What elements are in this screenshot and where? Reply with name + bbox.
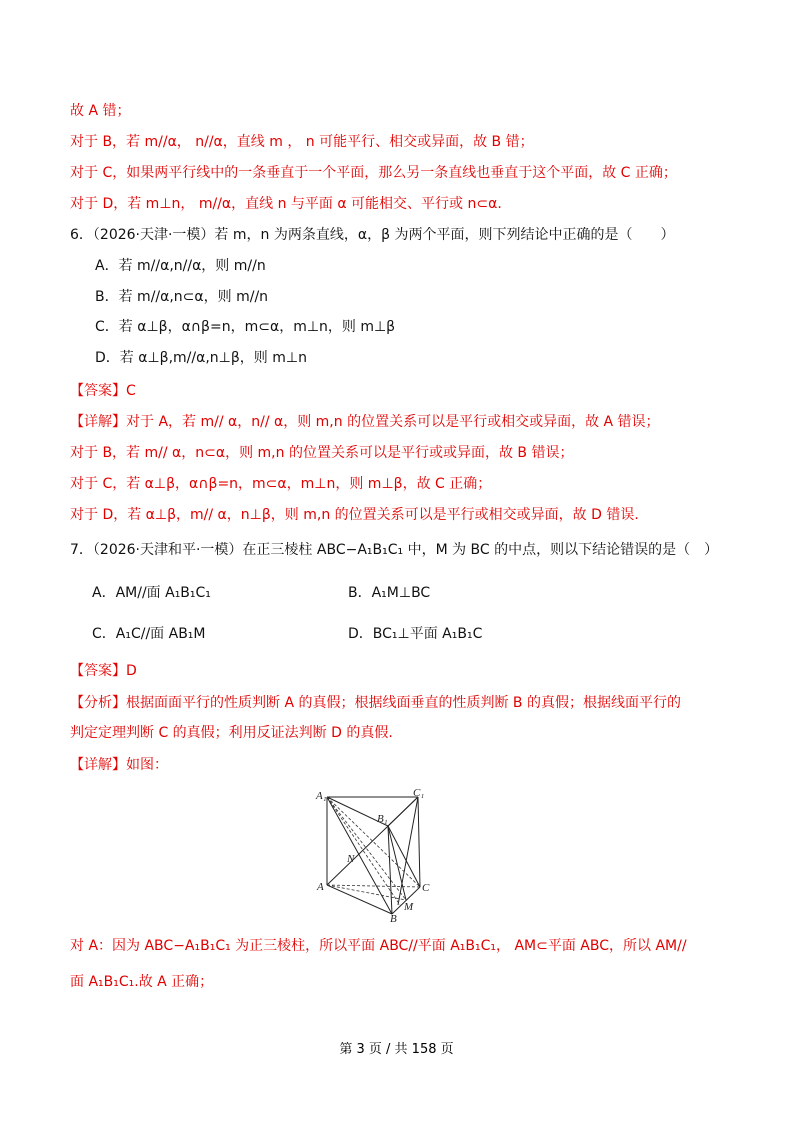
text-line: 【详解】对于 A，若 m// α，n// α，则 m,n 的位置关系可以是平行或相交或异面，故 A 错误； — [70, 414, 660, 430]
text-line: 面 A₁B₁C₁.故 A 正确； — [70, 974, 214, 990]
text-line: 对于 C，若 α⊥β，α∩β=n，m⊂α，m⊥n，则 m⊥β，故 C 正确； — [70, 476, 492, 492]
text-line: 【答案】C — [70, 383, 136, 399]
text-line: 7．（2026·天津和平·一模）在正三棱柱 ABC−A₁B₁C₁ 中，M 为 BC 的中点，则以下结论错误的是（ ） — [70, 542, 719, 558]
text-line: 对于 B，若 m//α， n//α，直线 m ， n 可能平行、相交或异面，故 B 错； — [70, 134, 534, 150]
text-line: C．若 α⊥β，α∩β=n，m⊂α，m⊥n，则 m⊥β — [95, 319, 396, 335]
text-line: 6．（2026·天津·一模）若 m，n 为两条直线，α，β 为两个平面，则下列结论中正确的是（ ） — [70, 227, 675, 243]
page-footer: 第 3 页 / 共 158 页 — [339, 1042, 454, 1057]
text-line: 对 A：因为 ABC−A₁B₁C₁ 为正三棱柱，所以平面 ABC//平面 A₁B₁C₁， AM⊂平面 ABC，所以 AM// — [70, 938, 687, 954]
label-c1: C₁ — [413, 787, 425, 799]
prism-figure — [300, 780, 440, 925]
label-a: A — [317, 881, 324, 893]
text-line: 对于 D，若 m⊥n， m//α，直线 n 与平面 α 可能相交、平行或 n⊂α. — [70, 196, 502, 212]
text-line: 【答案】D — [70, 663, 137, 679]
label-b1: B₁ — [377, 813, 388, 825]
text-line: A．AM//面 A₁B₁C₁ — [92, 585, 211, 601]
text-line: B．A₁M⊥BC — [348, 585, 431, 601]
text-line: 对于 D，若 α⊥β，m// α，n⊥β，则 m,n 的位置关系可以是平行或相交或异面，故 D 错误. — [70, 507, 639, 523]
text-line: D．若 α⊥β,m//α,n⊥β，则 m⊥n — [95, 350, 307, 366]
label-m: M — [404, 901, 414, 913]
label-a1: A₁ — [316, 790, 327, 802]
text-line: B．若 m//α,n⊂α，则 m//n — [95, 289, 269, 305]
text-line: 【分析】根据面面平行的性质判断 A 的真假；根据线面垂直的性质判断 B 的真假；根据线面平行的 — [70, 695, 681, 711]
label-b: B — [390, 913, 397, 925]
text-line: D．BC₁⊥平面 A₁B₁C — [348, 626, 483, 642]
text-line: A．若 m//α,n//α，则 m//n — [95, 258, 266, 274]
text-line: 【详解】如图： — [70, 757, 168, 773]
text-line: 故 A 错； — [70, 103, 131, 119]
text-line: C．A₁C//面 AB₁M — [92, 626, 206, 642]
text-line: 对于 C，如果两平行线中的一条垂直于一个平面，那么另一条直线也垂直于这个平面，故 C 正确； — [70, 165, 677, 181]
text-line: 对于 B，若 m// α，n⊂α，则 m,n 的位置关系可以是平行或或异面，故 B 错误； — [70, 445, 574, 461]
label-c: C — [422, 882, 430, 894]
text-line: 判定定理判断 C 的真假；利用反证法判断 D 的真假. — [70, 725, 393, 741]
label-n: N — [347, 853, 355, 865]
